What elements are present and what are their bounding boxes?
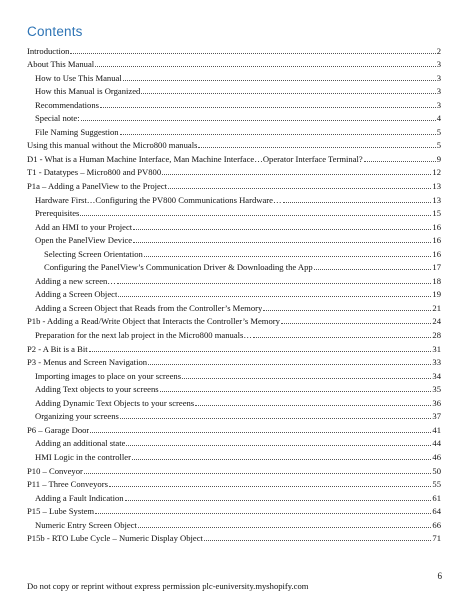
toc-entry-title: About This Manual: [27, 59, 95, 70]
toc-entry[interactable]: [27, 56, 441, 70]
toc-entry-title: Adding a new screen…: [35, 275, 116, 286]
toc-entry-title: Prerequisites: [35, 208, 80, 219]
dot-leader: [109, 486, 431, 487]
toc-entry-page: 71: [432, 533, 441, 544]
dot-leader: [133, 242, 431, 243]
toc-entry[interactable]: [27, 69, 441, 83]
toc-entry-title: Recommendations: [35, 99, 99, 110]
toc-entry-title: Configuring the PanelView’s Communication Driver & Downloading the App: [44, 262, 313, 273]
dot-leader: [95, 66, 436, 67]
toc-entry-title: Importing images to place on your screens: [35, 370, 182, 381]
toc-entry[interactable]: [27, 530, 441, 544]
toc-entry[interactable]: [27, 408, 441, 422]
toc-entry-page: 50: [432, 465, 441, 476]
toc-entry-title: Adding Text objects to your screens: [35, 384, 159, 395]
toc-entry[interactable]: [27, 272, 441, 286]
toc-entry-title: How to Use This Manual: [35, 72, 122, 83]
toc-entry[interactable]: [27, 326, 441, 340]
toc-entry-page: 16: [432, 248, 441, 259]
toc-entry-page: 66: [432, 519, 441, 530]
toc-entry-title: Selecting Screen Orientation: [44, 248, 143, 259]
dot-leader: [204, 540, 431, 541]
toc-entry-title: Numeric Entry Screen Object: [35, 519, 137, 530]
contents-heading: Contents: [27, 24, 83, 39]
dot-leader: [120, 134, 436, 135]
toc-entry-page: 35: [432, 384, 441, 395]
dot-leader: [70, 53, 435, 54]
dot-leader: [281, 323, 431, 324]
toc-entry-page: 15: [432, 208, 441, 219]
toc-entry[interactable]: [27, 340, 441, 354]
toc-entry[interactable]: [27, 516, 441, 530]
toc-entry-title: P6 – Garage Door: [27, 424, 90, 435]
toc-entry[interactable]: [27, 489, 441, 503]
toc-entry[interactable]: [27, 299, 441, 313]
dot-leader: [126, 445, 431, 446]
toc-entry-title: File Naming Suggestion: [35, 126, 119, 137]
dot-leader: [195, 405, 431, 406]
dot-leader: [253, 337, 431, 338]
toc-entry[interactable]: [27, 83, 441, 97]
toc-entry-page: 3: [436, 86, 441, 97]
toc-entry-title: Adding a Screen Object that Reads from the Controller’s Memory: [35, 302, 263, 313]
toc-entry-page: 61: [432, 492, 441, 503]
toc-entry[interactable]: [27, 313, 441, 327]
toc-entry-title: Add an HMI to your Project: [35, 221, 133, 232]
dot-leader: [283, 202, 432, 203]
page-number: 6: [437, 571, 442, 581]
toc-entry-page: 55: [432, 479, 441, 490]
toc-entry[interactable]: [27, 137, 441, 151]
dot-leader: [364, 161, 436, 162]
toc-entry-page: 46: [432, 451, 441, 462]
dot-leader: [95, 513, 431, 514]
toc-entry-title: P1a – Adding a PanelView to the Project: [27, 181, 168, 192]
toc-entry[interactable]: [27, 476, 441, 490]
toc-entry-page: 13: [432, 181, 441, 192]
dot-leader: [90, 432, 431, 433]
toc-entry-title: Using this manual without the Micro800 manuals: [27, 140, 198, 151]
dot-leader: [100, 107, 436, 108]
toc-entry-page: 31: [432, 343, 441, 354]
toc-entry-page: 16: [432, 221, 441, 232]
toc-entry[interactable]: [27, 394, 441, 408]
toc-entry[interactable]: [27, 245, 441, 259]
toc-entry-page: 19: [432, 289, 441, 300]
toc-entry[interactable]: [27, 177, 441, 191]
toc-entry-title: Adding a Screen Object: [35, 289, 118, 300]
footer-notice: Do not copy or reprint without express permission plc-euniversity.myshopify.com: [27, 581, 309, 591]
toc-entry[interactable]: [27, 367, 441, 381]
toc-entry-page: 24: [432, 316, 441, 327]
toc-entry-title: Adding an additional state: [35, 438, 126, 449]
dot-leader: [125, 500, 432, 501]
toc-entry-page: 3: [436, 72, 441, 83]
dot-leader: [148, 364, 431, 365]
toc-entry[interactable]: [27, 286, 441, 300]
dot-leader: [120, 418, 432, 419]
toc-entry[interactable]: [27, 354, 441, 368]
toc-entry-page: 41: [432, 424, 441, 435]
dot-leader: [144, 256, 432, 257]
toc-entry-page: 13: [432, 194, 441, 205]
toc-entry-page: 44: [432, 438, 441, 449]
toc-entry-title: T1 - Datatypes – Micro800 and PV800: [27, 167, 162, 178]
toc-entry-title: P1b - Adding a Read/Write Object that Interacts the Controller’s Memory: [27, 316, 280, 327]
toc-entry[interactable]: [27, 503, 441, 517]
toc-entry[interactable]: [27, 232, 441, 246]
toc-entry-title: P10 – Conveyor: [27, 465, 83, 476]
toc-entry-title: Open the PanelView Device: [35, 235, 133, 246]
dot-leader: [162, 174, 431, 175]
dot-leader: [81, 120, 436, 121]
dot-leader: [138, 527, 432, 528]
toc-entry-page: 37: [432, 411, 441, 422]
toc-entry[interactable]: [27, 96, 441, 110]
toc-entry-page: 17: [432, 262, 441, 273]
toc-entry-page: 12: [432, 167, 441, 178]
toc-entry-page: 28: [432, 330, 441, 341]
toc-entry-title: P2 - A Bit is a Bit: [27, 343, 88, 354]
toc-entry-title: HMI Logic in the controller: [35, 451, 131, 462]
toc-entry-page: 21: [432, 302, 441, 313]
toc-entry[interactable]: [27, 435, 441, 449]
toc-entry-title: P15 – Lube System: [27, 506, 95, 517]
dot-leader: [80, 215, 431, 216]
toc-entry-title: Special note:: [35, 113, 80, 124]
toc-entry-page: 2: [436, 45, 441, 56]
toc-entry-page: 4: [436, 113, 441, 124]
toc-entry[interactable]: [27, 448, 441, 462]
dot-leader: [89, 351, 432, 352]
toc-entry-title: P15b - RTO Lube Cycle – Numeric Display Object: [27, 533, 203, 544]
toc-entry[interactable]: [27, 191, 441, 205]
toc-entry-page: 16: [432, 235, 441, 246]
toc-entry-page: 3: [436, 59, 441, 70]
toc-entry-title: Hardware First…Configuring the PV800 Communications Hardware…: [35, 194, 282, 205]
toc-entry-page: 3: [436, 99, 441, 110]
toc-entry-page: 36: [432, 397, 441, 408]
toc-entry[interactable]: [27, 164, 441, 178]
toc-entry[interactable]: [27, 462, 441, 476]
toc-entry-title: Introduction: [27, 45, 70, 56]
toc-entry-title: D1 - What is a Human Machine Interface, Man Machine Interface…Operator Interface Terminal?: [27, 153, 363, 164]
table-of-contents: [27, 42, 441, 543]
dot-leader: [141, 93, 435, 94]
toc-entry-page: 34: [432, 370, 441, 381]
dot-leader: [198, 147, 435, 148]
toc-entry[interactable]: [27, 381, 441, 395]
dot-leader: [182, 378, 431, 379]
toc-entry[interactable]: [27, 259, 441, 273]
toc-entry[interactable]: [27, 205, 441, 219]
toc-entry-page: 18: [432, 275, 441, 286]
dot-leader: [118, 296, 431, 297]
toc-entry-page: 5: [436, 126, 441, 137]
toc-entry-title: P11 – Three Conveyors: [27, 479, 108, 490]
toc-entry[interactable]: [27, 110, 441, 124]
dot-leader: [168, 188, 431, 189]
dot-leader: [123, 80, 436, 81]
dot-leader: [133, 229, 431, 230]
toc-entry-title: Adding a Fault Indication: [35, 492, 124, 503]
toc-entry-title: Organizing your screens: [35, 411, 119, 422]
dot-leader: [84, 473, 432, 474]
toc-entry-page: 5: [436, 140, 441, 151]
toc-entry[interactable]: [27, 150, 441, 164]
toc-entry-title: How this Manual is Organized: [35, 86, 141, 97]
dot-leader: [314, 269, 432, 270]
dot-leader: [263, 310, 431, 311]
toc-entry-page: 9: [436, 153, 441, 164]
toc-entry-page: 64: [432, 506, 441, 517]
dot-leader: [160, 391, 432, 392]
toc-entry[interactable]: [27, 218, 441, 232]
dot-leader: [117, 283, 432, 284]
dot-leader: [132, 459, 431, 460]
toc-entry-title: Adding Dynamic Text Objects to your screens: [35, 397, 195, 408]
toc-entry[interactable]: [27, 123, 441, 137]
toc-entry-title: P3 - Menus and Screen Navigation: [27, 357, 148, 368]
toc-entry-page: 33: [432, 357, 441, 368]
toc-entry[interactable]: [27, 421, 441, 435]
toc-entry[interactable]: [27, 42, 441, 56]
toc-entry-title: Preparation for the next lab project in the Micro800 manuals…: [35, 330, 252, 341]
